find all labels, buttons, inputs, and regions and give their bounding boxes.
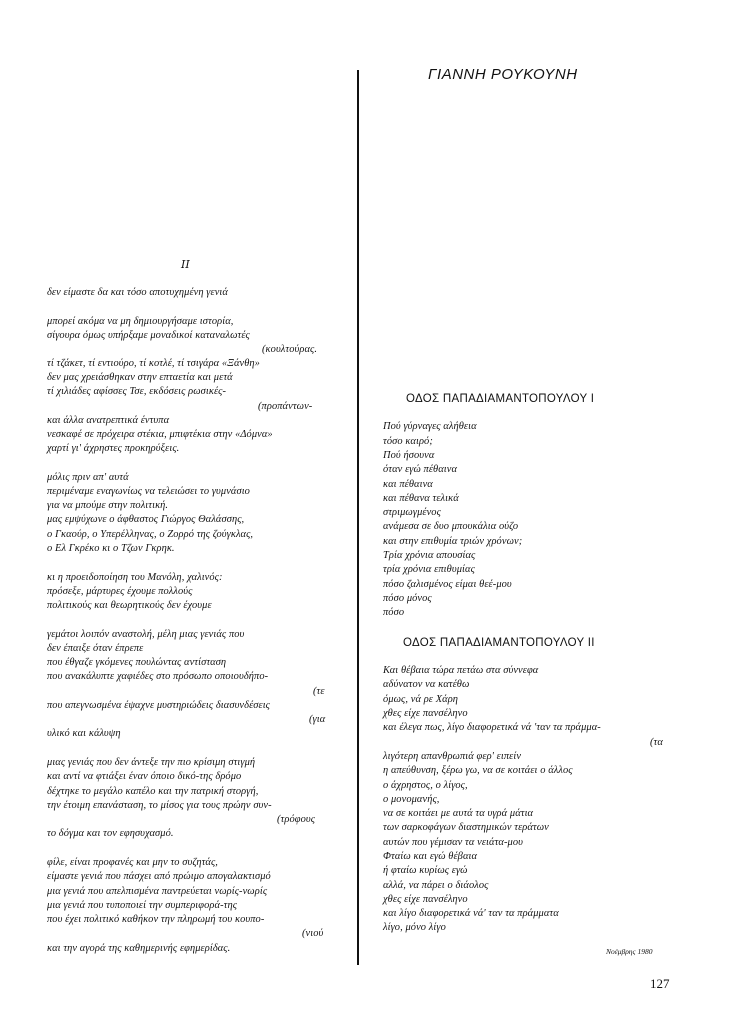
poem-line: (τρόφους (277, 814, 316, 825)
poem-line: και στην επιθυμία τριών χρόνων; (383, 536, 523, 547)
poem-line: και πέθανα τελικά (383, 493, 459, 504)
poem-line: που ανακάλυπτε χαφιέδες στο πρόσωπο οποιουδήπο- (47, 671, 269, 682)
poem-line: αδύνατον να κατέθω (383, 679, 470, 690)
poem-line: των σαρκοφάγων διαστημικών τεράτων (383, 822, 549, 833)
poem-line: χθες είχε πανσέληνο (383, 894, 468, 905)
poem-line: που απεγνωσμένα έψαχνε μυστηριώδεις διασυνδέσεις (47, 700, 270, 711)
poem-line: που έχει πολιτικό καθήκον την πληρωμή του κουπο- (47, 914, 265, 925)
poem-line: ή φταίω κυρίως εγώ (383, 865, 468, 876)
poem-line: δέχτηκε το μεγάλο καπέλο και την πατρική στοργή, (47, 786, 259, 797)
poem-line: ανάμεσα σε δυο μπουκάλια ούζο (383, 521, 519, 532)
poem-line: που έθγαζε γκόμενες πουλώντας αντίσταση (47, 657, 227, 668)
poem-line: και λίγο διαφορετικά νά' ταν τα πράμματα (383, 908, 559, 919)
poem-title-1: ΟΔΟΣ ΠΑΠΑΔΙΑΜΑΝΤΟΠΟΥΛΟΥ I (406, 393, 595, 405)
poem-line: να σε κοιτάει με αυτά τα υγρά μάτια (383, 808, 534, 819)
poem-line: ο άχρηστος, ο λίγος, (383, 780, 468, 791)
poem-line: νεσκαφέ σε πρόχειρα στέκια, μπιφτέκια στην «Δόμνα» (47, 429, 273, 440)
poem-line: και την αγορά της καθημερινής εφημερίδας. (47, 943, 231, 954)
column-divider (357, 70, 359, 965)
poem-line: περιμέναμε εναγωνίως να τελειώσει το γυμνάσιο (47, 486, 250, 497)
poem-line: Πού γύρναγες αλήθεια (383, 421, 477, 432)
poem-line: Τρία χρόνια απουσίας (383, 550, 476, 561)
poem-line: πρόσεξε, μάρτυρες έχουμε πολλούς (47, 586, 193, 597)
poem-line: σίγουρα όμως υπήρξαμε μοναδικοί καταναλωτές (47, 330, 250, 341)
poem-line: πόσο μόνος (383, 593, 432, 604)
poem-line: γεμάτοι λοιπόν αναστολή, μέλη μιας γενιάς που (47, 629, 245, 640)
poem-line: και έλεγα πως, λίγο διαφορετικά νά 'ταν τα πράμμα- (383, 722, 601, 733)
poem-line: (νιού (302, 928, 324, 939)
poem-line: Πού ήσουνα (383, 450, 435, 461)
poem-line: την έτοιμη επανάσταση, το μίσος για τους πρώην συν- (47, 800, 272, 811)
poem-line: και αντί να φτιάξει έναν όποιο δικό-της δρόμο (47, 771, 242, 782)
poem-line: όμως, νά ρε Χάρη (383, 694, 459, 705)
poem-line: Και θέβαια τώρα πετάω στα σύννεφα (383, 665, 539, 676)
author-title: ΓΙΑΝΝΗ ΡΟΥΚΟΥΝΗ (428, 66, 578, 83)
poem-line: πολιτικούς και θεωρητικούς δεν έχουμε (47, 600, 212, 611)
poem-line: στριμωγμένος (383, 507, 441, 518)
poem-line: ο Γκαούρ, ο Υπερέλληνας, ο Ζορρό της ζούγκλας, (47, 529, 254, 540)
poem-line: λίγο, μόνο λίγο (383, 922, 446, 933)
poem-line: (προπάντων- (258, 401, 313, 412)
poem-line: μόλις πριν απ' αυτά (47, 472, 129, 483)
poem-line: πόσο ζαλισμένος είμαι θεέ-μου (383, 579, 512, 590)
poem-title-2: ΟΔΟΣ ΠΑΠΑΔΙΑΜΑΝΤΟΠΟΥΛΟΥ II (403, 637, 595, 649)
page-number: 127 (650, 976, 670, 991)
poem-line: (για (309, 714, 326, 725)
poem-line: πόσο (383, 607, 405, 618)
poem-line: και πέθαινα (383, 479, 433, 490)
poem-line: υλικό και κάλυψη (47, 728, 121, 739)
poem-line: ο Ελ Γκρέκο κι ο Τζων Γκρηκ. (47, 543, 175, 554)
poem-line: χαρτί γι' άχρηστες προκηρύξεις. (47, 443, 180, 454)
poem-line: λιγότερη απανθρωπιά φερ' ειπείν (383, 751, 522, 762)
poem-line: και άλλα ανατρεπτικά έντυπα (47, 415, 170, 426)
poem-line: τί χιλιάδες αφίσσες Τσε, εκδόσεις ρωσικές- (47, 386, 227, 397)
poem-line: ο μονομανής, (383, 794, 440, 805)
poem-line: χθες είχε πανσέληνο (383, 708, 468, 719)
poem-line: δεν έπαιξε όταν έπρεπε (47, 643, 144, 654)
poem-line: φίλε, είναι προφανές και μην το συζητάς, (47, 857, 218, 868)
poem-line: το δόγμα και τον εφησυχασμό. (47, 828, 174, 839)
poem-line: όταν εγώ πέθαινα (383, 464, 458, 475)
poem-line: (τε (313, 686, 325, 697)
poem-line: μας εμψύχωνε ο άφθαστος Γιώργος Θαλάσσης, (47, 514, 245, 525)
poem-date: Νοέμβρης 1980 (606, 947, 653, 956)
poem-line: τόσο καιρό; (383, 436, 433, 447)
poem-line: αλλά, να πάρει ο διάολος (383, 880, 489, 891)
section-number: II (181, 258, 190, 271)
poem-line: η απεύθυνση, ξέρω γω, να σε κοιτάει ο άλλος (383, 765, 573, 776)
poem-line: Φταίω και εγώ θέβαια (383, 851, 478, 862)
poem-line: τί τζάκετ, τί εντιούρο, τί κοτλέ, τί τσιγάρα «Ξάνθη» (47, 358, 260, 369)
poem-line: τρία χρόνια επιθυμίας (383, 564, 475, 575)
poem-line: δεν μας χρειάσθηκαν στην επταετία και μετά (47, 372, 233, 383)
poem-line: είμαστε γενιά που πάσχει από πρώιμο απογαλακτισμό (47, 871, 271, 882)
poem-line: μπορεί ακόμα να μη δημιουργήσαμε ιστορία, (47, 316, 234, 327)
poem-line: (κουλτούρας. (262, 344, 318, 355)
poem-line: μια γενιά που απελπισμένα παντρεύεται νωρίς-νωρίς (47, 886, 268, 897)
poem-line: (τα (650, 737, 663, 748)
poem-line: δεν είμαστε δα και τόσο αποτυχημένη γενιά (47, 287, 228, 298)
poem-line: αυτών που γέμισαν τα νειάτα-μου (383, 837, 523, 848)
poem-line: για να μπούμε στην πολιτική. (47, 500, 169, 511)
poem-line: μια γενιά που τυποποιεί την συμπεριφορά-της (47, 900, 238, 911)
poem-line: κι η προειδοποίηση του Μανόλη, χαλινός: (47, 572, 223, 583)
poem-line: μιας γενιάς που δεν άντεξε την πιο κρίσιμη στιγμή (47, 757, 256, 768)
